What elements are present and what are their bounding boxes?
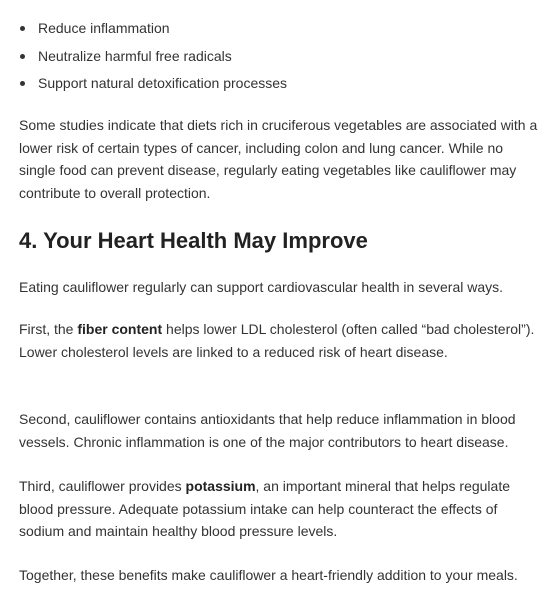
potassium-paragraph-rest: , an important mineral that helps regulate blood pressure. Adequate potassium intake can help counteract the effects of sodium and maintain healthy blood pressure levels. bbox=[19, 478, 511, 540]
list-item bbox=[19, 45, 287, 67]
list-item-text: Neutralize harmful free radicals bbox=[38, 47, 232, 64]
fiber-emphasis: fiber content bbox=[77, 321, 163, 337]
cancer-paragraph: Some studies indicate that diets rich in cruciferous vegetables are associated with a lower risk of certain types of cancer, including colon and lung cancer. While no single food can prevent disease, regularly eating vegetables like cauliflower may contribute to overall protection. bbox=[19, 117, 538, 201]
bullet-icon bbox=[20, 81, 25, 86]
benefits-list bbox=[19, 17, 287, 100]
potassium-paragraph bbox=[19, 475, 539, 543]
fiber-paragraph-lead: First, the bbox=[19, 321, 78, 337]
potassium-paragraph-lead: Third, cauliflower provides bbox=[19, 478, 186, 494]
bullet-icon bbox=[20, 26, 25, 31]
list-item-text: Support natural detoxification processes bbox=[38, 75, 288, 91]
antioxidant-paragraph: Second, cauliflower contains antioxidants that help reduce inflammation in blood vessels. Chronic inflammation is one of the major contributors to heart disease. bbox=[19, 411, 516, 450]
list-item bbox=[19, 72, 287, 94]
intro-paragraph: Eating cauliflower regularly can support cardiovascular health in several ways. bbox=[19, 279, 504, 295]
potassium-emphasis: potassium bbox=[185, 478, 256, 494]
fiber-paragraph bbox=[19, 318, 539, 363]
bullet-icon bbox=[20, 54, 25, 59]
list-item-text: Reduce inflammation bbox=[38, 20, 170, 36]
section-heading: 4. Your Heart Health May Improve bbox=[19, 228, 368, 253]
list-item bbox=[19, 17, 287, 39]
summary-paragraph: Together, these benefits make cauliflower a heart-friendly addition to your meals. bbox=[19, 567, 518, 583]
fiber-paragraph-rest: helps lower LDL cholesterol (often called “bad cholesterol”). Lower cholesterol levels are linked to a reduced risk of heart disease. bbox=[19, 321, 535, 360]
